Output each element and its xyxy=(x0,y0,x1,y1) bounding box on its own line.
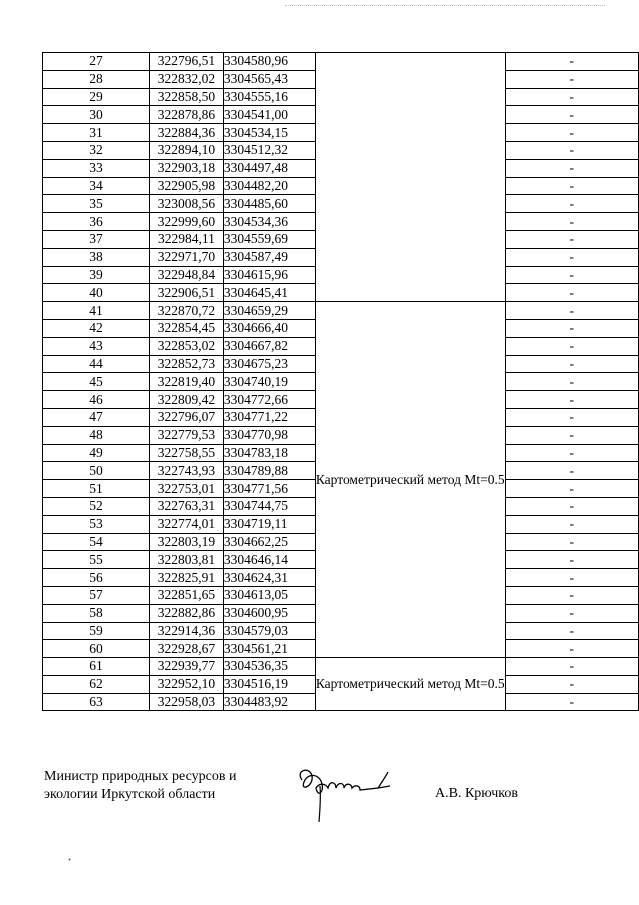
point-number-cell: 34 xyxy=(43,177,150,195)
y-coordinate-cell: 3304559,69 xyxy=(223,230,315,248)
x-coordinate-cell: 322958,03 xyxy=(150,693,224,711)
accuracy-cell: - xyxy=(505,675,638,693)
scan-speck xyxy=(68,858,71,861)
x-coordinate-cell: 322819,40 xyxy=(150,373,224,391)
accuracy-cell: - xyxy=(505,88,638,106)
x-coordinate-cell: 322743,93 xyxy=(150,462,224,480)
x-coordinate-cell: 322809,42 xyxy=(150,391,224,409)
accuracy-cell: - xyxy=(505,319,638,337)
x-coordinate-cell: 322803,81 xyxy=(150,551,224,569)
y-coordinate-cell: 3304555,16 xyxy=(223,88,315,106)
accuracy-cell: - xyxy=(505,497,638,515)
y-coordinate-cell: 3304659,29 xyxy=(223,302,315,320)
y-coordinate-cell: 3304675,23 xyxy=(223,355,315,373)
point-number-cell: 41 xyxy=(43,302,150,320)
point-number-cell: 57 xyxy=(43,586,150,604)
point-number-cell: 59 xyxy=(43,622,150,640)
y-coordinate-cell: 3304483,92 xyxy=(223,693,315,711)
y-coordinate-cell: 3304770,98 xyxy=(223,426,315,444)
accuracy-cell: - xyxy=(505,53,638,71)
point-number-cell: 56 xyxy=(43,569,150,587)
x-coordinate-cell: 322832,02 xyxy=(150,70,224,88)
point-number-cell: 54 xyxy=(43,533,150,551)
y-coordinate-cell: 3304512,32 xyxy=(223,141,315,159)
y-coordinate-cell: 3304789,88 xyxy=(223,462,315,480)
accuracy-cell: - xyxy=(505,462,638,480)
point-number-cell: 55 xyxy=(43,551,150,569)
table-row xyxy=(43,53,639,71)
y-coordinate-cell: 3304624,31 xyxy=(223,569,315,587)
method-cell xyxy=(315,53,505,302)
signatory-position xyxy=(44,768,236,804)
x-coordinate-cell: 322858,50 xyxy=(150,88,224,106)
y-coordinate-cell: 3304645,41 xyxy=(223,284,315,302)
point-number-cell: 42 xyxy=(43,319,150,337)
point-number-cell: 53 xyxy=(43,515,150,533)
accuracy-cell: - xyxy=(505,444,638,462)
x-coordinate-cell: 322796,51 xyxy=(150,53,224,71)
point-number-cell: 45 xyxy=(43,373,150,391)
point-number-cell: 32 xyxy=(43,141,150,159)
y-coordinate-cell: 3304771,56 xyxy=(223,480,315,498)
handwritten-signature xyxy=(290,762,400,824)
point-number-cell: 46 xyxy=(43,391,150,409)
y-coordinate-cell: 3304536,35 xyxy=(223,658,315,676)
point-number-cell: 38 xyxy=(43,248,150,266)
accuracy-cell: - xyxy=(505,195,638,213)
method-cell: Картометрический метод Mt=0.5 xyxy=(315,302,505,658)
point-number-cell: 63 xyxy=(43,693,150,711)
point-number-cell: 47 xyxy=(43,408,150,426)
x-coordinate-cell: 323008,56 xyxy=(150,195,224,213)
scan-artifact xyxy=(285,5,605,9)
y-coordinate-cell: 3304613,05 xyxy=(223,586,315,604)
accuracy-cell: - xyxy=(505,480,638,498)
signer-name: А.В. Крючков xyxy=(435,786,518,801)
x-coordinate-cell: 322948,84 xyxy=(150,266,224,284)
y-coordinate-cell: 3304740,19 xyxy=(223,373,315,391)
accuracy-cell: - xyxy=(505,693,638,711)
point-number-cell: 35 xyxy=(43,195,150,213)
y-coordinate-cell: 3304580,96 xyxy=(223,53,315,71)
point-number-cell: 27 xyxy=(43,53,150,71)
y-coordinate-cell: 3304662,25 xyxy=(223,533,315,551)
accuracy-cell: - xyxy=(505,373,638,391)
y-coordinate-cell: 3304534,36 xyxy=(223,213,315,231)
accuracy-cell: - xyxy=(505,622,638,640)
y-coordinate-cell: 3304541,00 xyxy=(223,106,315,124)
point-number-cell: 44 xyxy=(43,355,150,373)
point-number-cell: 62 xyxy=(43,675,150,693)
accuracy-cell: - xyxy=(505,230,638,248)
y-coordinate-cell: 3304744,75 xyxy=(223,497,315,515)
x-coordinate-cell: 322914,36 xyxy=(150,622,224,640)
y-coordinate-cell: 3304783,18 xyxy=(223,444,315,462)
point-number-cell: 43 xyxy=(43,337,150,355)
accuracy-cell: - xyxy=(505,533,638,551)
point-number-cell: 49 xyxy=(43,444,150,462)
x-coordinate-cell: 322758,55 xyxy=(150,444,224,462)
accuracy-cell: - xyxy=(505,355,638,373)
point-number-cell: 30 xyxy=(43,106,150,124)
y-coordinate-cell: 3304565,43 xyxy=(223,70,315,88)
x-coordinate-cell: 322878,86 xyxy=(150,106,224,124)
x-coordinate-cell: 322854,45 xyxy=(150,319,224,337)
table-row xyxy=(43,302,639,320)
x-coordinate-cell: 322952,10 xyxy=(150,675,224,693)
point-number-cell: 60 xyxy=(43,640,150,658)
y-coordinate-cell: 3304579,03 xyxy=(223,622,315,640)
x-coordinate-cell: 322851,65 xyxy=(150,586,224,604)
x-coordinate-cell: 322984,11 xyxy=(150,230,224,248)
x-coordinate-cell: 322882,86 xyxy=(150,604,224,622)
accuracy-cell: - xyxy=(505,586,638,604)
y-coordinate-cell: 3304771,22 xyxy=(223,408,315,426)
accuracy-cell: - xyxy=(505,302,638,320)
x-coordinate-cell: 322853,02 xyxy=(150,337,224,355)
y-coordinate-cell: 3304772,66 xyxy=(223,391,315,409)
accuracy-cell: - xyxy=(505,248,638,266)
point-number-cell: 51 xyxy=(43,480,150,498)
x-coordinate-cell: 322999,60 xyxy=(150,213,224,231)
point-number-cell: 28 xyxy=(43,70,150,88)
x-coordinate-cell: 322852,73 xyxy=(150,355,224,373)
accuracy-cell: - xyxy=(505,426,638,444)
signatory-position-line-1: Министр природных ресурсов и xyxy=(44,769,237,784)
accuracy-cell: - xyxy=(505,266,638,284)
y-coordinate-cell: 3304666,40 xyxy=(223,319,315,337)
accuracy-cell: - xyxy=(505,141,638,159)
point-number-cell: 58 xyxy=(43,604,150,622)
y-coordinate-cell: 3304497,48 xyxy=(223,159,315,177)
accuracy-cell: - xyxy=(505,159,638,177)
accuracy-cell: - xyxy=(505,284,638,302)
point-number-cell: 29 xyxy=(43,88,150,106)
coordinates-table-body xyxy=(43,53,639,711)
point-number-cell: 37 xyxy=(43,230,150,248)
accuracy-cell: - xyxy=(505,213,638,231)
accuracy-cell: - xyxy=(505,124,638,142)
point-number-cell: 33 xyxy=(43,159,150,177)
y-coordinate-cell: 3304615,96 xyxy=(223,266,315,284)
point-number-cell: 36 xyxy=(43,213,150,231)
y-coordinate-cell: 3304534,15 xyxy=(223,124,315,142)
signatory-position-line-2: экологии Иркутской области xyxy=(44,787,216,802)
y-coordinate-cell: 3304646,14 xyxy=(223,551,315,569)
table-row xyxy=(43,658,639,676)
x-coordinate-cell: 322796,07 xyxy=(150,408,224,426)
accuracy-cell: - xyxy=(505,640,638,658)
accuracy-cell: - xyxy=(505,391,638,409)
x-coordinate-cell: 322939,77 xyxy=(150,658,224,676)
x-coordinate-cell: 322763,31 xyxy=(150,497,224,515)
accuracy-cell: - xyxy=(505,337,638,355)
y-coordinate-cell: 3304561,21 xyxy=(223,640,315,658)
point-number-cell: 39 xyxy=(43,266,150,284)
accuracy-cell: - xyxy=(505,177,638,195)
point-number-cell: 50 xyxy=(43,462,150,480)
accuracy-cell: - xyxy=(505,408,638,426)
x-coordinate-cell: 322894,10 xyxy=(150,141,224,159)
x-coordinate-cell: 322870,72 xyxy=(150,302,224,320)
y-coordinate-cell: 3304516,19 xyxy=(223,675,315,693)
accuracy-cell: - xyxy=(505,106,638,124)
point-number-cell: 52 xyxy=(43,497,150,515)
x-coordinate-cell: 322905,98 xyxy=(150,177,224,195)
accuracy-cell: - xyxy=(505,604,638,622)
y-coordinate-cell: 3304719,11 xyxy=(223,515,315,533)
accuracy-cell: - xyxy=(505,515,638,533)
point-number-cell: 40 xyxy=(43,284,150,302)
coordinates-table xyxy=(42,52,639,711)
x-coordinate-cell: 322774,01 xyxy=(150,515,224,533)
y-coordinate-cell: 3304667,82 xyxy=(223,337,315,355)
x-coordinate-cell: 322803,19 xyxy=(150,533,224,551)
x-coordinate-cell: 322779,53 xyxy=(150,426,224,444)
accuracy-cell: - xyxy=(505,70,638,88)
y-coordinate-cell: 3304600,95 xyxy=(223,604,315,622)
accuracy-cell: - xyxy=(505,551,638,569)
method-cell: Картометрический метод Mt=0.5 xyxy=(315,658,505,711)
x-coordinate-cell: 322884,36 xyxy=(150,124,224,142)
y-coordinate-cell: 3304485,60 xyxy=(223,195,315,213)
x-coordinate-cell: 322753,01 xyxy=(150,480,224,498)
x-coordinate-cell: 322906,51 xyxy=(150,284,224,302)
point-number-cell: 31 xyxy=(43,124,150,142)
y-coordinate-cell: 3304587,49 xyxy=(223,248,315,266)
accuracy-cell: - xyxy=(505,569,638,587)
point-number-cell: 48 xyxy=(43,426,150,444)
x-coordinate-cell: 322971,70 xyxy=(150,248,224,266)
point-number-cell: 61 xyxy=(43,658,150,676)
accuracy-cell: - xyxy=(505,658,638,676)
y-coordinate-cell: 3304482,20 xyxy=(223,177,315,195)
x-coordinate-cell: 322928,67 xyxy=(150,640,224,658)
x-coordinate-cell: 322825,91 xyxy=(150,569,224,587)
x-coordinate-cell: 322903,18 xyxy=(150,159,224,177)
